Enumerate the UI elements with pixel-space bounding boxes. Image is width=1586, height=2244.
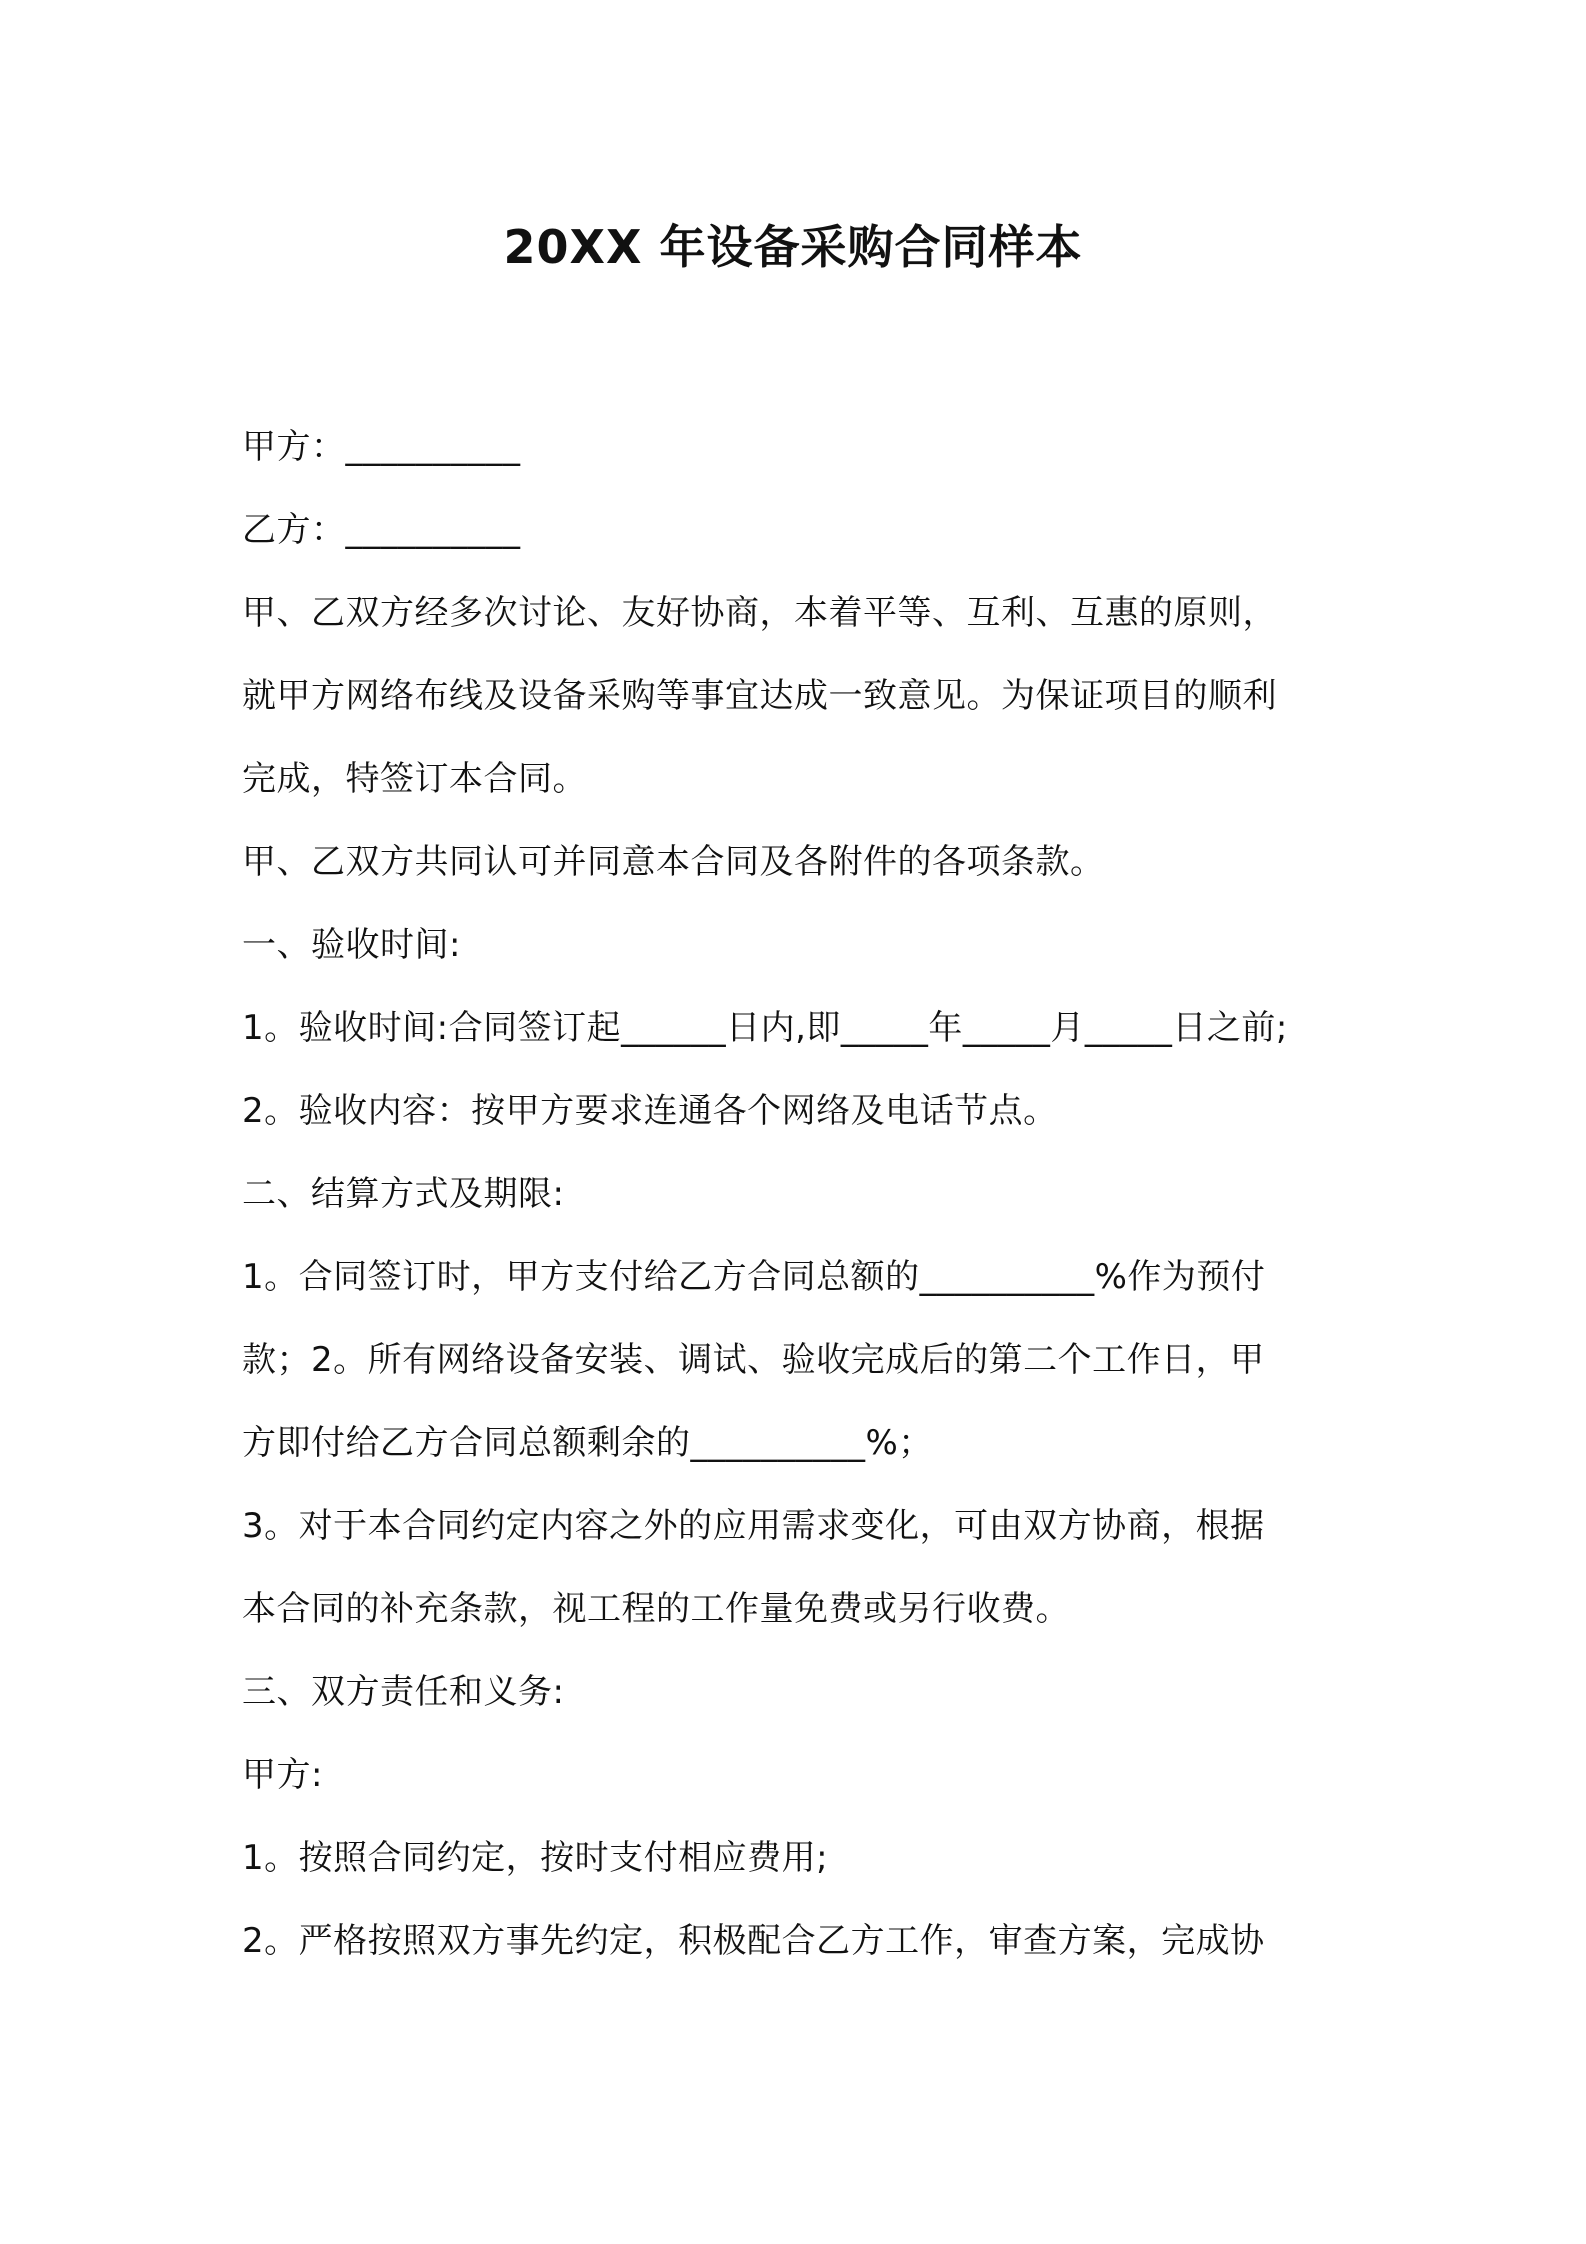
- document-title: 20XX 年设备采购合同样本: [503, 220, 1083, 274]
- clause-line: 2。验收内容：按甲方要求连通各个网络及电话节点。: [242, 1091, 1058, 1131]
- clause-line: 2。严格按照双方事先约定，积极配合乙方工作，审查方案，完成协: [242, 1921, 1265, 1961]
- clause-line: 3。对于本合同约定内容之外的应用需求变化，可由双方协商，根据: [242, 1506, 1265, 1546]
- section-heading: 三、双方责任和义务:: [242, 1672, 565, 1712]
- section-heading: 一、验收时间:: [242, 925, 461, 965]
- clause-line: 款；2。所有网络设备安装、调试、验收完成后的第二个工作日，甲: [242, 1340, 1265, 1380]
- document-body: [242, 406, 1362, 1983]
- clause-line: 1。验收时间:合同签订起______日内,即_____年_____月_____日之前;: [242, 1008, 1288, 1048]
- party-a-line: 甲方：__________: [242, 427, 521, 467]
- clause-line: 1。合同签订时，甲方支付给乙方合同总额的__________%作为预付: [242, 1257, 1266, 1297]
- party-heading: 甲方:: [242, 1755, 323, 1795]
- clause-line: 方即付给乙方合同总额剩余的__________%；: [242, 1423, 933, 1463]
- paragraph-line: 甲、乙双方经多次讨论、友好协商，本着平等、互利、互惠的原则，: [242, 593, 1277, 633]
- paragraph-line: 完成，特签订本合同。: [242, 759, 587, 799]
- party-b-line: 乙方：__________: [242, 510, 521, 550]
- paragraph-line: 甲、乙双方共同认可并同意本合同及各附件的各项条款。: [242, 842, 1105, 882]
- clause-line: 本合同的补充条款，视工程的工作量免费或另行收费。: [242, 1589, 1070, 1629]
- section-heading: 二、结算方式及期限:: [242, 1174, 565, 1214]
- paragraph-line: 就甲方网络布线及设备采购等事宜达成一致意见。为保证项目的顺利: [242, 676, 1277, 716]
- clause-line: 1。按照合同约定，按时支付相应费用;: [242, 1838, 829, 1878]
